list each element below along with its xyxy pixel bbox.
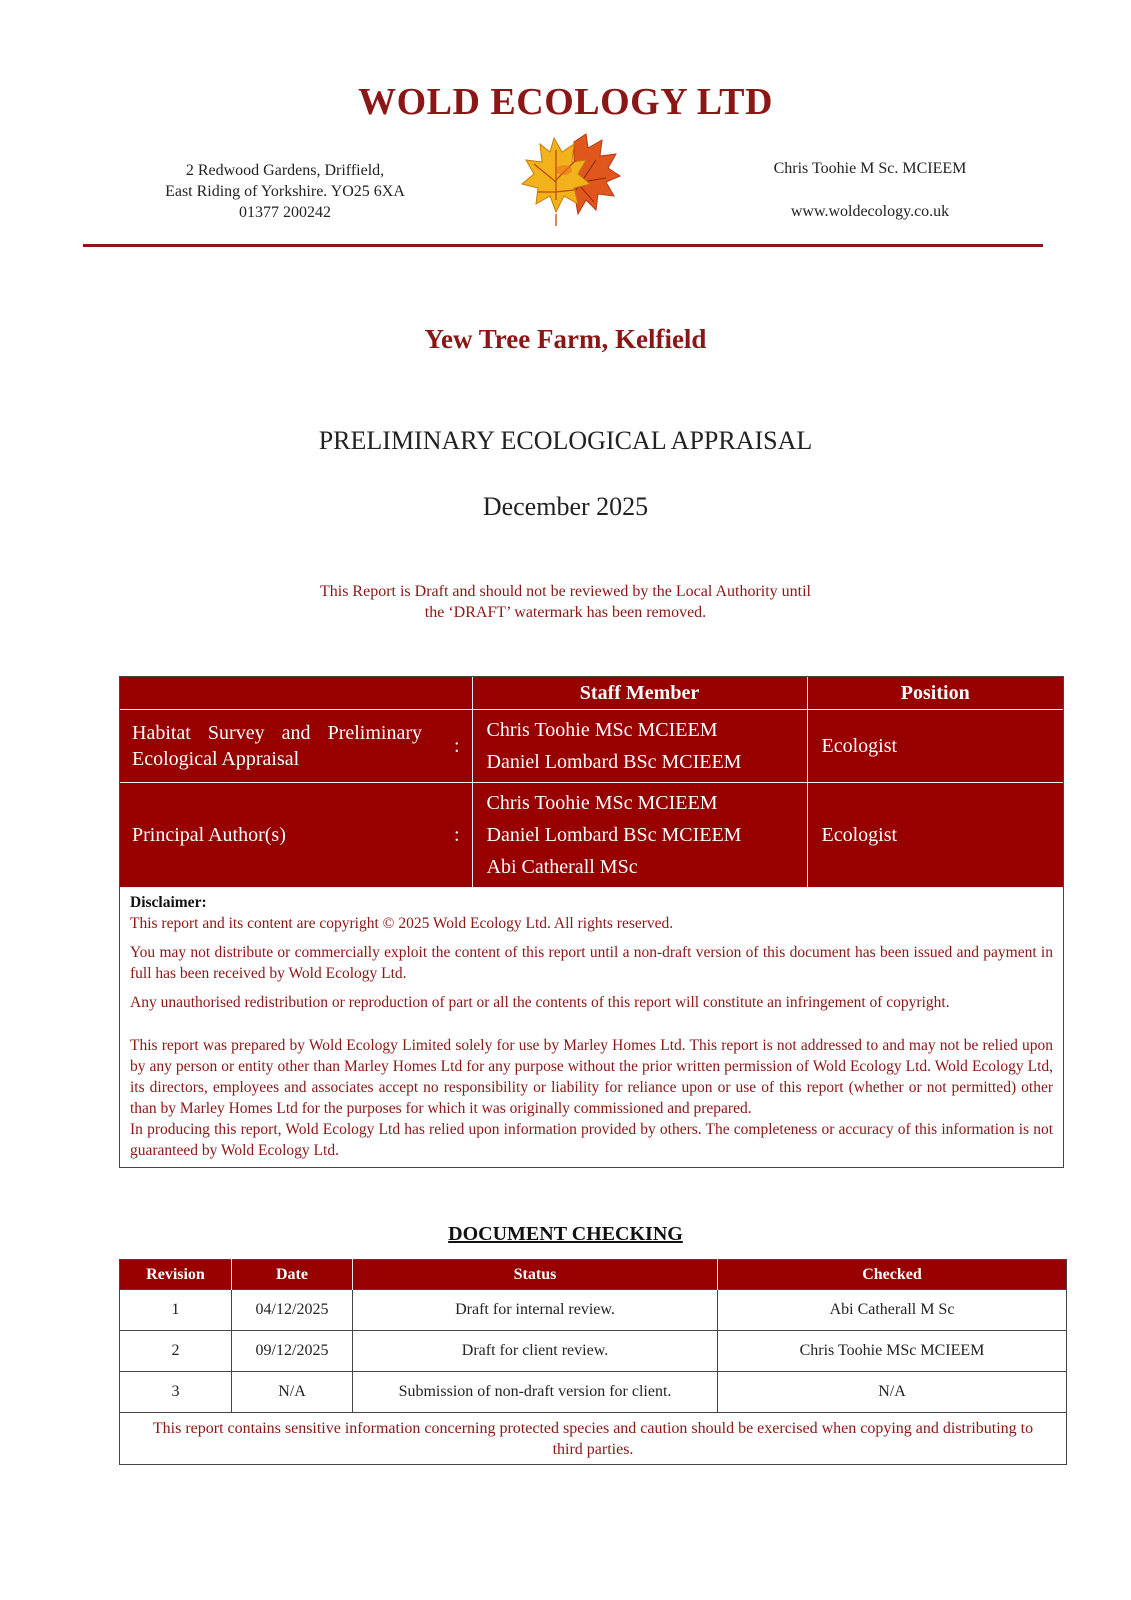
staff-role-cell (120, 783, 472, 888)
staff-role-label: Principal Author(s) (132, 824, 286, 846)
disclaimer-paragraph: You may not distribute or commercially exploit the content of this report until a non-draft version of this document has been issued and payment in full has been received by Wold Ecology Ltd. (130, 944, 1053, 982)
status-cell: Draft for internal review. (353, 1290, 718, 1331)
date-cell: N/A (232, 1372, 353, 1413)
staff-role-colon: : (453, 735, 460, 757)
draft-notice-line-1: This Report is Draft and should not be reviewed by the Local Authority until (319, 583, 811, 600)
staff-table-row (120, 710, 1063, 783)
staff-table (120, 677, 1063, 888)
disclaimer (120, 888, 1063, 1167)
date-cell: 09/12/2025 (232, 1331, 353, 1372)
report-date: December 2025 (482, 492, 649, 521)
disclaimer-paragraph: Any unauthorised redistribution or reproduction of part or all the contents of this report will constitute an infringement of copyright. (130, 994, 950, 1011)
staff-name: Daniel Lombard BSc MCIEEM (486, 824, 742, 846)
check-header-revision: Revision (120, 1260, 232, 1290)
staff-position: Ecologist (807, 710, 1063, 783)
date-cell: 04/12/2025 (232, 1290, 353, 1331)
header-divider (83, 244, 1043, 247)
staff-table-row (120, 783, 1063, 888)
company-name: WOLD ECOLOGY LTD (358, 81, 773, 123)
document-checking-table (119, 1259, 1067, 1465)
checked-cell: N/A (718, 1372, 1067, 1413)
staff-names-cell (472, 710, 807, 783)
address-line-1: 2 Redwood Gardens, Driffield, (185, 162, 385, 179)
staff-role-cell (120, 710, 472, 783)
check-table-header-row (120, 1260, 1067, 1290)
table-row (120, 1372, 1067, 1413)
disclaimer-paragraph: This report was prepared by Wold Ecology Limited solely for use by Marley Homes Ltd. This report is not addressed to and may not be relied upon by any person or entity other than Marley Homes Ltd for any purpose without the prior written permission of Wold Ecology Ltd. Wold Ecology Ltd, its directors, employees and associates accept no responsibility or liability for reliance upon or use of this report (whether or not permitted) other than by Marley Homes Ltd for the purposes for which it was originally commissioned and prepared. (130, 1037, 1053, 1117)
status-cell: Submission of non-draft version for client. (353, 1372, 718, 1413)
checked-cell: Abi Catherall M Sc (718, 1290, 1067, 1331)
revision-cell: 2 (120, 1331, 232, 1372)
staff-table-header-row (120, 677, 1063, 710)
report-type: PRELIMINARY ECOLOGICAL APPRAISAL (318, 426, 813, 455)
staff-header-role (120, 677, 472, 710)
staff-name: Chris Toohie MSc MCIEEM (486, 792, 718, 814)
staff-header-member: Staff Member (472, 677, 807, 710)
staff-header-position: Position (807, 677, 1063, 710)
staff-position: Ecologist (807, 783, 1063, 888)
sensitive-info-note: This report contains sensitive information concerning protected species and caution should be exercised when copying and distributing to third parties. (120, 1413, 1067, 1465)
revision-cell: 1 (120, 1290, 232, 1331)
table-row (120, 1290, 1067, 1331)
staff-name: Daniel Lombard BSc MCIEEM (486, 751, 742, 773)
company-address (120, 160, 450, 223)
checked-cell: Chris Toohie MSc MCIEEM (718, 1331, 1067, 1372)
staff-role-colon: : (453, 824, 460, 846)
draft-notice (0, 581, 1131, 623)
staff-name: Chris Toohie MSc MCIEEM (486, 719, 718, 741)
draft-notice-line-2: the ‘DRAFT’ watermark has been removed. (424, 604, 707, 621)
disclaimer-paragraph: In producing this report, Wold Ecology Ltd has relied upon information provided by others. The completeness or accuracy of this information is not guaranteed by Wold Ecology Ltd. (130, 1121, 1053, 1159)
disclaimer-title: Disclaimer: (130, 894, 207, 911)
status-cell: Draft for client review. (353, 1331, 718, 1372)
check-header-checked: Checked (718, 1260, 1067, 1290)
revision-cell: 3 (120, 1372, 232, 1413)
staff-name: Abi Catherall MSc (486, 856, 638, 878)
check-header-status: Status (353, 1260, 718, 1290)
staff-names-cell (472, 783, 807, 888)
contact-name: Chris Toohie M Sc. MCIEEM (773, 160, 967, 177)
staff-role-label: Habitat Survey and Preliminary Ecological Appraisal (132, 722, 422, 770)
check-header-date: Date (232, 1260, 353, 1290)
website-link[interactable]: www.woldecology.co.uk (790, 203, 950, 220)
phone-number: 01377 200242 (239, 204, 331, 221)
check-table-note-row (120, 1413, 1067, 1465)
table-row (120, 1331, 1067, 1372)
document-checking-heading: DOCUMENT CHECKING (448, 1223, 683, 1245)
site-title: Yew Tree Farm, Kelfield (424, 324, 707, 354)
autumn-leaves-icon (516, 130, 626, 230)
address-line-2: East Riding of Yorkshire. YO25 6XA (165, 183, 405, 200)
staff-and-disclaimer-block (119, 676, 1064, 1168)
contact-block (720, 158, 1020, 222)
disclaimer-paragraph: This report and its content are copyright © 2025 Wold Ecology Ltd. All rights reserved. (130, 915, 674, 932)
